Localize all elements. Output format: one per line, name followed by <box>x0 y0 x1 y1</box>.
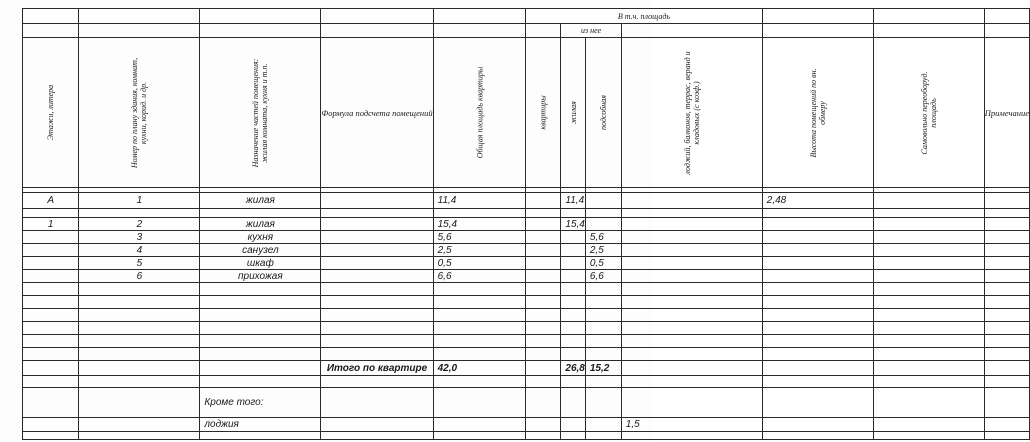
col-total-area-header <box>433 38 526 188</box>
purpose-cell: шкаф <box>200 257 321 270</box>
formula-cell <box>321 244 433 257</box>
blank-cell <box>23 24 79 38</box>
apartment-cell <box>526 193 561 209</box>
table-row <box>23 231 1030 244</box>
formula-cell <box>321 218 433 231</box>
purpose-cell: прихожая <box>200 270 321 283</box>
blank-cell <box>79 9 200 24</box>
col-height-header <box>762 38 873 188</box>
floor-cell <box>23 244 79 257</box>
including-area-header: В т.ч. площадь <box>526 9 763 24</box>
col-loggia-label: лоджий, балконов, террас, веранд и кладовых (с коэф.) <box>682 50 701 175</box>
blank-cell <box>321 9 433 24</box>
empty-row <box>23 322 1030 335</box>
col-note-header: Примечание <box>984 38 1029 188</box>
loggia-row <box>23 418 1030 432</box>
formula-cell <box>321 270 433 283</box>
note-cell <box>984 244 1029 257</box>
empty-row <box>23 335 1030 348</box>
col-self-remodeled-label: Самовольно переоборуд. площадь <box>919 70 938 155</box>
aux-cell: 0,5 <box>585 257 621 270</box>
empty-row <box>23 296 1030 309</box>
remodeled-cell <box>873 231 984 244</box>
purpose-cell: санузел <box>200 244 321 257</box>
loggia-cell <box>621 270 762 283</box>
total-cell: 15,4 <box>433 218 526 231</box>
formula-cell <box>321 231 433 244</box>
table-row <box>23 244 1030 257</box>
loggia-cell <box>621 231 762 244</box>
loggia-name: лоджия <box>200 418 321 432</box>
remodeled-cell <box>873 270 984 283</box>
room-explication-table <box>22 8 1030 440</box>
apartment-cell <box>526 257 561 270</box>
blank-cell <box>23 9 79 24</box>
floor-cell <box>23 257 79 270</box>
col-apartment-header <box>526 38 561 188</box>
blank-cell <box>433 24 526 38</box>
col-living-label: жилая <box>568 101 578 124</box>
empty-row <box>23 376 1030 388</box>
loggia-cell <box>621 218 762 231</box>
living-cell <box>561 244 585 257</box>
total-living-value: 26,8 <box>561 361 585 376</box>
purpose-cell: жилая <box>200 193 321 209</box>
col-auxiliary-header <box>585 38 621 188</box>
loggia-cell <box>621 244 762 257</box>
remodeled-cell <box>873 218 984 231</box>
aux-cell <box>585 193 621 209</box>
blank-cell <box>526 24 561 38</box>
loggia-value: 1,5 <box>621 418 762 432</box>
height-cell <box>762 270 873 283</box>
empty-row <box>23 309 1030 322</box>
blank-cell <box>200 24 321 38</box>
aux-cell: 6,6 <box>585 270 621 283</box>
of-which-header: из нее <box>561 24 621 38</box>
living-cell: 15,4 <box>561 218 585 231</box>
note-cell <box>984 193 1029 209</box>
aux-cell <box>585 218 621 231</box>
height-cell: 2,48 <box>762 193 873 209</box>
height-cell <box>762 257 873 270</box>
col-loggia-header <box>621 38 762 188</box>
remodeled-cell <box>873 257 984 270</box>
blank-cell <box>762 24 873 38</box>
loggia-cell <box>621 257 762 270</box>
formula-cell <box>321 193 433 209</box>
floor-cell: 1 <box>23 218 79 231</box>
total-cell: 11,4 <box>433 193 526 209</box>
col-formula-header: Формула подсчета помещений <box>321 38 433 188</box>
number-cell: 6 <box>79 270 200 283</box>
total-label: Итого по квартире <box>321 361 433 376</box>
blank-cell <box>321 24 433 38</box>
total-row <box>23 361 1030 376</box>
empty-row <box>23 348 1030 361</box>
apartment-cell <box>526 270 561 283</box>
number-cell: 3 <box>79 231 200 244</box>
apartment-cell <box>526 218 561 231</box>
total-cell: 2,5 <box>433 244 526 257</box>
remodeled-cell <box>873 244 984 257</box>
col-floor-header <box>23 38 79 188</box>
table-row <box>23 218 1030 231</box>
col-height-label: Высота помещений по вн. обмеру <box>808 67 827 158</box>
note-cell <box>984 231 1029 244</box>
height-cell <box>762 218 873 231</box>
living-cell <box>561 231 585 244</box>
blank-cell <box>79 24 200 38</box>
floor-cell <box>23 231 79 244</box>
empty-row <box>23 283 1030 296</box>
extra-label: Кроме того: <box>200 388 321 418</box>
blank-cell <box>984 9 1029 24</box>
living-cell <box>561 257 585 270</box>
purpose-cell: кухня <box>200 231 321 244</box>
table-row <box>23 193 1030 209</box>
col-floor-label: Этажи, литера <box>46 84 56 141</box>
total-cell: 0,5 <box>433 257 526 270</box>
floor-cell <box>23 270 79 283</box>
total-cell: 5,6 <box>433 231 526 244</box>
note-cell <box>984 257 1029 270</box>
total-cell: 6,6 <box>433 270 526 283</box>
blank-cell <box>762 9 873 24</box>
living-cell: 11,4 <box>561 193 585 209</box>
blank-cell <box>621 24 762 38</box>
remodeled-cell <box>873 193 984 209</box>
col-self-remodeled-header <box>873 38 984 188</box>
blank-cell <box>984 24 1029 38</box>
total-aux-value: 15,2 <box>585 361 621 376</box>
col-number-label: Номер по плану здания, комнат, кухни, корид. и др. <box>130 57 149 168</box>
empty-row <box>23 432 1030 440</box>
col-total-area-label: Общая площадь квартиры <box>474 66 484 159</box>
aux-cell: 2,5 <box>585 244 621 257</box>
blank-cell <box>873 9 984 24</box>
number-cell: 4 <box>79 244 200 257</box>
apartment-cell <box>526 231 561 244</box>
apartment-cell <box>526 244 561 257</box>
number-cell: 5 <box>79 257 200 270</box>
col-auxiliary-label: подсобная <box>598 95 608 130</box>
note-cell <box>984 270 1029 283</box>
table-row <box>23 270 1030 283</box>
col-apartment-label: квартиры <box>538 95 548 130</box>
height-cell <box>762 244 873 257</box>
blank-cell <box>433 9 526 24</box>
col-purpose-header <box>200 38 321 188</box>
height-cell <box>762 231 873 244</box>
loggia-cell <box>621 193 762 209</box>
number-cell: 2 <box>79 218 200 231</box>
col-number-header <box>79 38 200 188</box>
floor-cell: А <box>23 193 79 209</box>
formula-cell <box>321 257 433 270</box>
purpose-cell: жилая <box>200 218 321 231</box>
aux-cell: 5,6 <box>585 231 621 244</box>
table-row <box>23 257 1030 270</box>
extra-header-row <box>23 388 1030 418</box>
blank-cell <box>200 9 321 24</box>
number-cell: 1 <box>79 193 200 209</box>
note-cell <box>984 218 1029 231</box>
total-area-value: 42,0 <box>433 361 526 376</box>
col-living-header <box>561 38 585 188</box>
col-purpose-label: Назначение частей помещения: жилая комната, кухня и т.п. <box>251 58 270 167</box>
living-cell <box>561 270 585 283</box>
blank-cell <box>873 24 984 38</box>
